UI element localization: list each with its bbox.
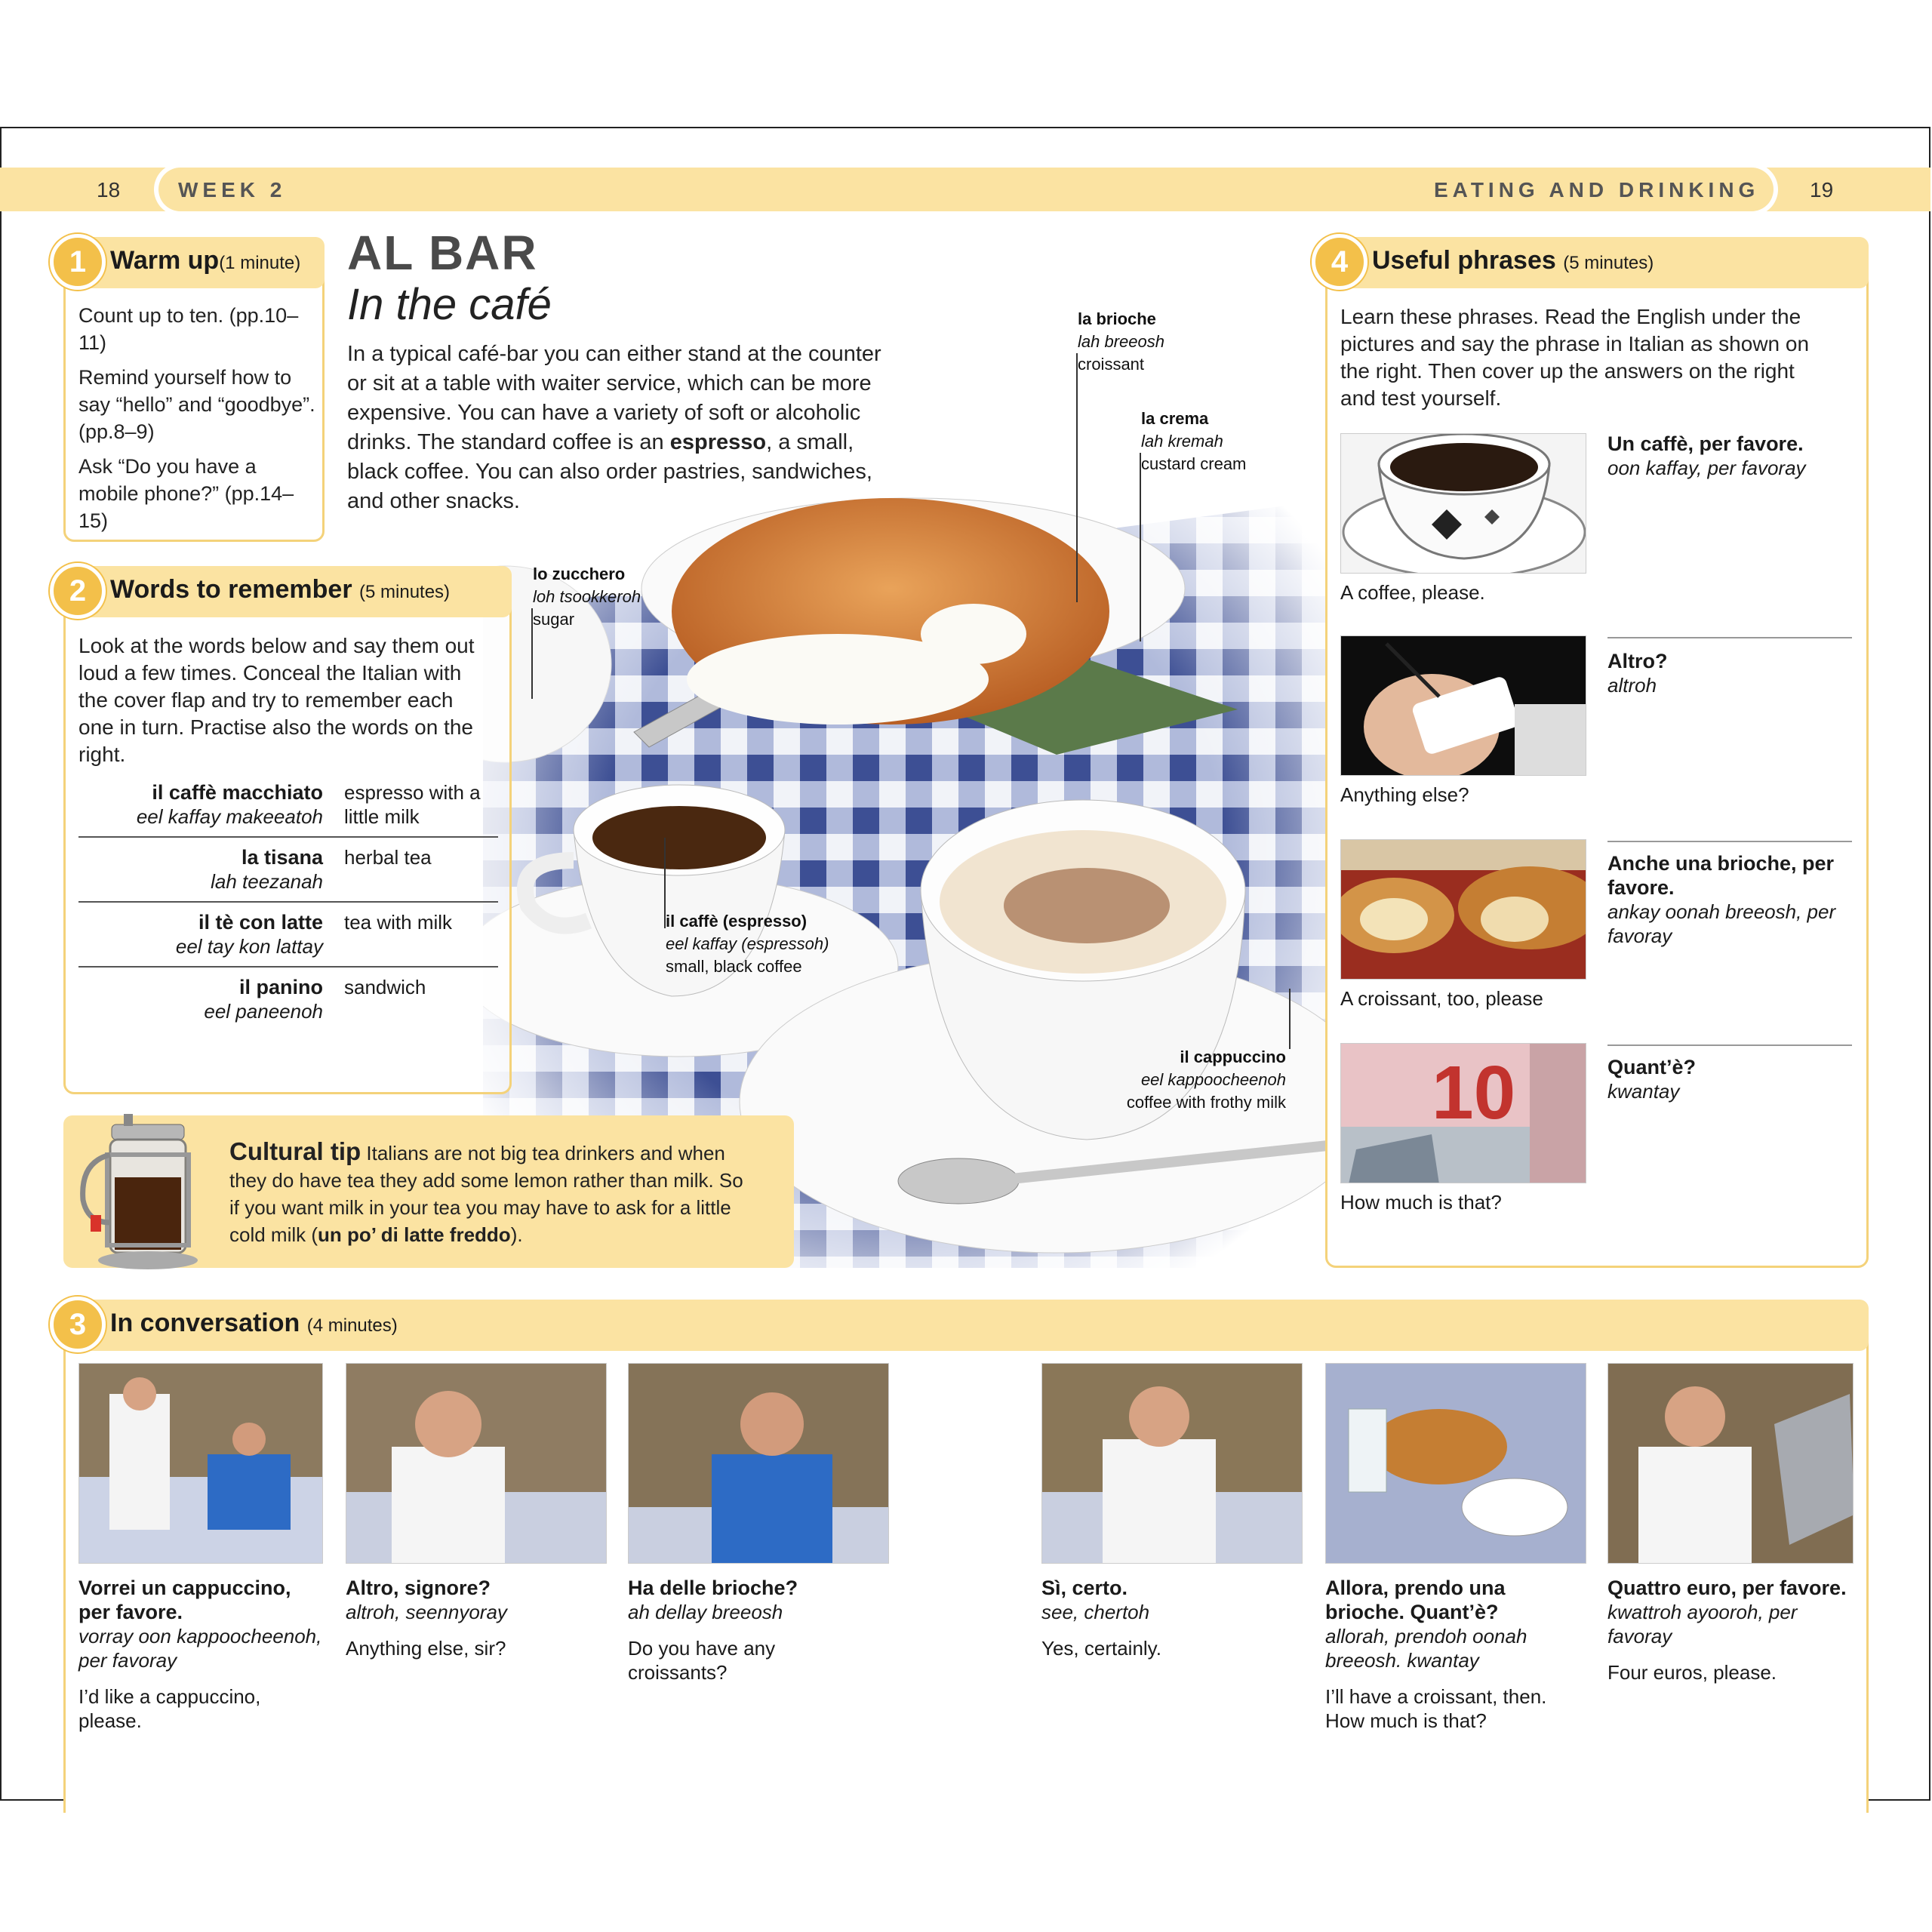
phrase-pron: kwantay xyxy=(1607,1080,1680,1103)
warmup-list xyxy=(78,302,318,534)
conv-italian: Ha delle brioche? xyxy=(628,1577,798,1599)
brioche-pron: lah breeosh xyxy=(1078,332,1164,351)
waiter-customer-svg xyxy=(79,1364,323,1564)
conv-pron: kwattroh ayooroh, per favoray xyxy=(1607,1601,1798,1647)
phrase-pron: oon kaffay, per favoray xyxy=(1607,457,1806,479)
label-cappuccino xyxy=(1057,1046,1286,1114)
word-italian-cell xyxy=(78,780,344,829)
conv-english: Anything else, sir? xyxy=(346,1637,506,1660)
page-title: AL BAR xyxy=(347,226,538,280)
label-crema xyxy=(1141,408,1246,475)
teapot-icon xyxy=(72,1109,216,1275)
phrase-photo-coffee xyxy=(1340,433,1586,574)
word-english: sandwich xyxy=(344,976,426,998)
warmup-item: Remind yourself how to say “hello” and “goodbye”. (pp.8–9) xyxy=(78,366,315,443)
conv-italian: Quattro euro, per favore. xyxy=(1607,1577,1847,1599)
conversation-frame xyxy=(628,1576,877,1684)
warmup-item: Count up to ten. (pp.10–11) xyxy=(78,304,299,354)
conv-pron: altroh, seennyoray xyxy=(346,1601,507,1623)
word-english: herbal tea xyxy=(344,846,432,869)
word-row xyxy=(78,780,498,838)
conversation-photo xyxy=(1607,1363,1854,1564)
conversation-photo xyxy=(1325,1363,1586,1564)
phrase-italian: Altro? xyxy=(1607,650,1668,672)
banknote-value: 10 xyxy=(1432,1051,1516,1135)
word-italian: la tisana xyxy=(241,846,323,869)
warmup-title-text: Warm up xyxy=(110,246,220,275)
crema-pron: lah kremah xyxy=(1141,432,1223,451)
word-italian-cell xyxy=(78,910,344,958)
words-intro: Look at the words below and say them out loud a few times. Conceal the Italian with the cover flap and try to remember each one in turn. Practise also the words on the right. xyxy=(78,634,475,766)
crema-english: custard cream xyxy=(1141,454,1247,473)
word-italian-cell xyxy=(78,975,344,1023)
waiter-writing-svg xyxy=(1042,1364,1303,1564)
cultural-tip-text-b: ). xyxy=(510,1223,523,1246)
teapot-svg xyxy=(72,1109,216,1275)
cultural-tip-text-a: Italians are not big tea drinkers and when they do have tea they add some lemon rather than milk. So if you want milk in your tea you may have to ask for a little cold milk ( xyxy=(229,1142,743,1246)
label-zucchero xyxy=(533,563,641,631)
word-italian: il panino xyxy=(239,976,323,998)
cultural-tip-title: Cultural tip xyxy=(229,1137,361,1165)
leader-crema xyxy=(1140,453,1141,641)
conv-italian: Vorrei un cappuccino, per favore. xyxy=(78,1577,291,1623)
conversation-photo xyxy=(1041,1363,1303,1564)
intro-text-a: In a typical café-bar you can either stand at the counter or sit at a table with waiter service, which can be more expensive. You can have a variety of soft or alcoholic drinks. The standard coffee is an xyxy=(347,342,881,454)
caffe-pron: eel kaffay (espressoh) xyxy=(666,934,829,953)
conversation-photo xyxy=(628,1363,889,1564)
phrase-divider xyxy=(1607,637,1852,638)
word-row xyxy=(78,838,498,903)
phrase-italian: Un caffè, per favore. xyxy=(1607,432,1804,455)
conversation-number: 3 xyxy=(50,1297,106,1352)
word-pron: lah teezanah xyxy=(211,870,323,893)
conv-english: Do you have any croissants? xyxy=(628,1637,776,1684)
word-italian: il caffè macchiato xyxy=(152,781,323,804)
phrase-english: A croissant, too, please xyxy=(1340,987,1543,1010)
word-row xyxy=(78,903,498,968)
conv-pron: vorray oon kappoocheenoh, per favoray xyxy=(78,1625,322,1672)
phrase-item xyxy=(1607,432,1849,480)
conversation-photo xyxy=(346,1363,607,1564)
conversation-title-text: In conversation xyxy=(110,1309,300,1337)
customer-svg xyxy=(629,1364,889,1564)
intro-bold: espresso xyxy=(669,430,767,454)
phrase-photo-notepad xyxy=(1340,635,1586,776)
brioche-english: croissant xyxy=(1078,355,1145,374)
word-english: espresso with a little milk xyxy=(344,781,481,828)
cultural-tip-bold: un po’ di latte freddo xyxy=(318,1223,511,1246)
conv-pron: see, chertoh xyxy=(1041,1601,1150,1623)
phrase-divider xyxy=(1607,841,1852,842)
conversation-frame xyxy=(1325,1576,1574,1733)
label-brioche xyxy=(1078,308,1164,376)
waiter-tray-svg xyxy=(1608,1364,1854,1564)
words-table xyxy=(78,780,498,1023)
phrase-english: Anything else? xyxy=(1340,783,1469,806)
conv-italian: Sì, certo. xyxy=(1041,1577,1128,1599)
conv-italian: Altro, signore? xyxy=(346,1577,491,1599)
conversation-box xyxy=(63,1300,1869,1813)
word-pron: eel tay kon lattay xyxy=(175,935,323,958)
phrases-title-text: Useful phrases xyxy=(1372,246,1556,275)
conversation-frame xyxy=(78,1576,323,1733)
brioche-italian: la brioche xyxy=(1078,309,1156,328)
caffe-italian: il caffè (espresso) xyxy=(666,912,808,931)
word-italian-cell xyxy=(78,845,344,894)
phrase-italian: Quant’è? xyxy=(1607,1056,1697,1078)
word-pron: eel kaffay makeeatoh xyxy=(136,805,323,828)
phrase-photo-croissants xyxy=(1340,839,1586,980)
phrase-item xyxy=(1607,1055,1849,1103)
phrases-minutes: (5 minutes) xyxy=(1563,253,1654,273)
zucchero-italian: lo zucchero xyxy=(533,565,626,583)
conversation-frame xyxy=(1041,1576,1291,1660)
notepad-svg xyxy=(1341,636,1586,776)
page-number-right: 19 xyxy=(1810,178,1834,202)
words-number: 2 xyxy=(50,563,106,619)
word-row xyxy=(78,968,498,1023)
croissants-svg xyxy=(1341,840,1586,980)
warmup-title xyxy=(110,246,300,275)
crema-italian: la crema xyxy=(1141,409,1209,428)
phrase-english: A coffee, please. xyxy=(1340,581,1485,604)
leader-brioche xyxy=(1076,353,1078,602)
phrases-number: 4 xyxy=(1312,234,1367,290)
warmup-minutes: (1 minute) xyxy=(219,253,301,273)
leader-zucchero xyxy=(531,608,533,699)
conv-english: Yes, certainly. xyxy=(1041,1637,1161,1660)
phrase-pron: altroh xyxy=(1607,674,1657,697)
conversation-frame xyxy=(346,1576,595,1660)
phrase-photo-banknote xyxy=(1340,1043,1586,1183)
warmup-item: Ask “Do you have a mobile phone?” (pp.14–15) xyxy=(78,455,294,532)
leader-caffe xyxy=(664,838,666,928)
words-title xyxy=(110,575,450,605)
cappuccino-pron: eel kappoocheenoh xyxy=(1140,1070,1286,1089)
label-caffe xyxy=(666,910,829,978)
intro-text-b: , a small, black coffee. You can also order pastries, sandwiches, and other snacks. xyxy=(347,430,872,513)
word-italian: il tè con latte xyxy=(198,911,323,934)
phrase-pron: ankay oonah breeosh, per favoray xyxy=(1607,900,1836,947)
leader-cappuccino xyxy=(1289,989,1291,1049)
header-week: WEEK 2 xyxy=(178,178,287,202)
phrase-divider xyxy=(1607,1044,1852,1046)
page-number-left: 18 xyxy=(97,178,121,202)
conversation-title xyxy=(110,1309,398,1338)
table-croissant-svg xyxy=(1326,1364,1586,1564)
page-subtitle: In the café xyxy=(347,280,552,329)
phrases-title xyxy=(1372,246,1654,275)
phrase-english: How much is that? xyxy=(1340,1191,1502,1214)
conv-pron: allorah, prendoh oonah breeosh. kwantay xyxy=(1325,1625,1527,1672)
conv-italian: Allora, prendo una brioche. Quant’è? xyxy=(1325,1577,1506,1623)
header-section: EATING AND DRINKING xyxy=(1434,178,1760,202)
phrase-italian: Anche una brioche, per favore. xyxy=(1607,852,1835,899)
zucchero-english: sugar xyxy=(533,610,575,629)
conversation-minutes: (4 minutes) xyxy=(306,1315,398,1336)
cultural-tip-text xyxy=(229,1138,758,1248)
coffee-cup-svg xyxy=(1341,434,1586,574)
waiter-svg xyxy=(346,1364,607,1564)
word-pron: eel paneenoh xyxy=(204,1000,323,1023)
warmup-number: 1 xyxy=(50,234,106,290)
cappuccino-english: coffee with frothy milk xyxy=(1126,1093,1286,1112)
cappuccino-italian: il cappuccino xyxy=(1180,1048,1286,1066)
caffe-english: small, black coffee xyxy=(666,957,802,976)
phrase-item xyxy=(1607,851,1849,948)
conv-pron: ah dellay breeosh xyxy=(628,1601,783,1623)
conv-english: I’d like a cappuccino, please. xyxy=(78,1685,261,1732)
word-english: tea with milk xyxy=(344,911,453,934)
conversation-frame xyxy=(1607,1576,1854,1684)
words-minutes: (5 minutes) xyxy=(359,582,451,602)
intro-paragraph xyxy=(347,340,891,516)
conv-english: Four euros, please. xyxy=(1607,1661,1777,1684)
conv-english: I’ll have a croissant, then. How much is that? xyxy=(1325,1685,1547,1732)
phrases-intro: Learn these phrases. Read the English under the pictures and say the phrase in Italian as shown on the right. Then cover up the answers on the right and test yourself. xyxy=(1340,305,1810,410)
zucchero-pron: loh tsookkeroh xyxy=(533,587,641,606)
conversation-photo xyxy=(78,1363,323,1564)
phrase-item xyxy=(1607,649,1849,697)
words-title-text: Words to remember xyxy=(110,575,352,604)
